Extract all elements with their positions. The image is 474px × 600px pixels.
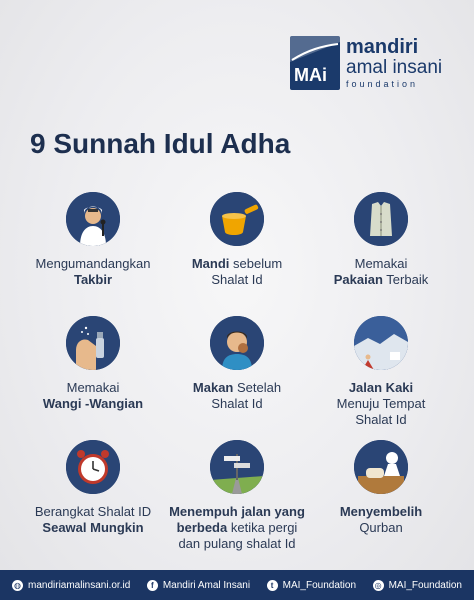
instagram-icon: ◎ [373, 580, 384, 591]
mai-logo [290, 36, 460, 94]
sunnah-item-makan [158, 316, 316, 412]
globe-icon: ◍ [12, 580, 23, 591]
sunnah-item-jalan-kaki [302, 316, 460, 428]
sunnah-item-qurban [302, 440, 460, 536]
label-bold: Jalan Kaki [348, 380, 414, 395]
label-bold: berbeda [176, 520, 228, 535]
walking-icon [354, 316, 408, 370]
label-line: Shalat Id [211, 272, 263, 287]
label-bold: Pakaian [333, 272, 383, 287]
sunnah-item-jalan-berbeda [158, 440, 316, 552]
footer-facebook[interactable] [147, 580, 250, 591]
label-text: sebelum [229, 256, 283, 271]
label-line: Shalat Id [355, 412, 407, 427]
label-line: Qurban [359, 520, 403, 535]
sunnah-label-jalan-kaki [302, 380, 460, 428]
label-bold: Menempuh jalan yang [169, 504, 305, 519]
eating-icon [210, 316, 264, 370]
bath-dipper-icon [210, 192, 264, 246]
sunnah-label-seawal [14, 504, 172, 536]
sunnah-item-wangi [14, 316, 172, 412]
label-bold: Takbir [73, 272, 113, 287]
logo-mark-text: MAi [294, 65, 327, 85]
logo-line-foundation: foundation [346, 79, 419, 89]
label-line: Memakai [354, 256, 408, 271]
footer-website-text: mandiriamalinsani.or.id [28, 579, 131, 591]
label-line [158, 520, 316, 536]
label-bold: Menyembelih [339, 504, 423, 519]
sunnah-item-takbir [14, 192, 172, 288]
footer-instagram[interactable] [373, 580, 462, 591]
label-line [158, 380, 316, 396]
sunnah-label-pakaian [302, 256, 460, 288]
qurban-icon [354, 440, 408, 494]
label-bold: Makan [192, 380, 234, 395]
footer-website[interactable] [12, 580, 130, 591]
sunnah-item-pakaian [302, 192, 460, 288]
sunnah-label-takbir [14, 256, 172, 288]
label-text: ketika pergi [227, 520, 298, 535]
facebook-icon: f [147, 580, 158, 591]
alarm-clock-icon [66, 440, 120, 494]
label-line: Shalat Id [211, 396, 263, 411]
twitter-icon: t [267, 580, 278, 591]
label-line: dan pulang shalat Id [178, 536, 296, 551]
label-bold: Mandi [191, 256, 230, 271]
label-line [302, 272, 460, 288]
label-bold: Seawal Mungkin [42, 520, 144, 535]
road-sign-icon [210, 440, 264, 494]
label-line: Memakai [66, 380, 120, 395]
footer-twitter-text: MAI_Foundation [282, 579, 357, 591]
mai-logo-mark [290, 36, 340, 90]
page-title: 9 Sunnah Idul Adha [30, 128, 291, 159]
takbir-icon [66, 192, 120, 246]
sunnah-label-qurban [302, 504, 460, 536]
sunnah-item-seawal [14, 440, 172, 536]
label-line [158, 256, 316, 272]
logo-line-amal-insani: amal insani [346, 57, 443, 78]
label-bold: Wangi -Wangian [42, 396, 144, 411]
logo-line-mandiri: mandiri [346, 36, 419, 58]
shirt-icon [354, 192, 408, 246]
sunnah-label-wangi [14, 380, 172, 412]
footer-instagram-text: MAI_Foundation [388, 579, 462, 591]
label-text: Setelah [233, 380, 282, 395]
label-text: Terbaik [382, 272, 429, 287]
sunnah-label-makan [158, 380, 316, 412]
sunnah-label-mandi [158, 256, 316, 288]
sunnah-label-jalan-berbeda [158, 504, 316, 552]
label-line: Mengumandangkan [35, 256, 151, 271]
footer-bar [0, 570, 474, 600]
footer-facebook-text: Mandiri Amal Insani [162, 579, 251, 591]
footer-twitter[interactable] [267, 580, 356, 591]
perfume-icon [66, 316, 120, 370]
logo-text [346, 36, 442, 90]
sunnah-item-mandi [158, 192, 316, 288]
label-line: Menuju Tempat [336, 396, 426, 411]
label-line: Berangkat Shalat ID [34, 504, 152, 519]
